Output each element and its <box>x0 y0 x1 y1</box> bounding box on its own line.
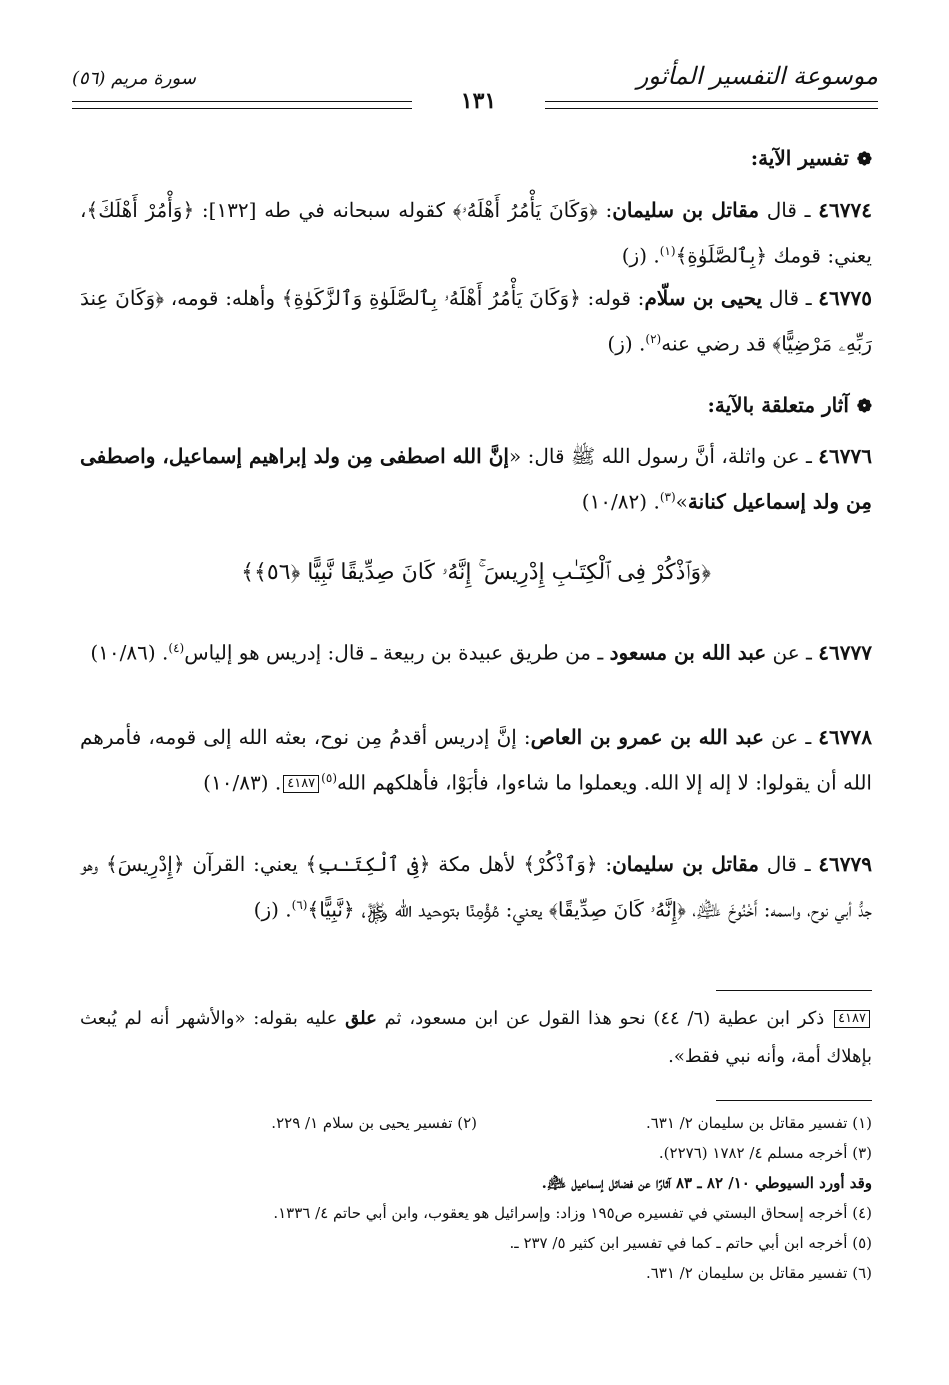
entry-reference: . (١٠/٨٢) <box>581 489 660 514</box>
entry-prefix: ـ عن واثلة، أنَّ رسول الله ﷺ قال: « <box>508 444 819 468</box>
entry-text: وهو جدُّ أبي نوح، واسمه: أَخْنُوخَ ﵇، <box>80 852 872 922</box>
commentary-note <box>80 1000 872 1076</box>
entry-number: ٤٦٧٧٩ <box>818 852 873 876</box>
footnote-1: (١) تفسير مقاتل بن سليمان ٢/ ٦٣١. <box>645 1114 872 1132</box>
entry-number: ٤٦٧٧٧ <box>818 640 872 665</box>
entry-reference: . (ز) <box>607 331 646 356</box>
entry-speaker: مقاتل بن سليمان <box>612 852 760 876</box>
quran-quote: ﴿فِى ٱلْكِتَـٰبِ﴾ <box>305 852 431 876</box>
footnote-divider <box>716 1100 872 1101</box>
entry-46777 <box>80 628 872 674</box>
entry-46776 <box>80 436 872 523</box>
entry-number: ٤٦٧٧٨ <box>818 725 872 749</box>
quran-quote: ﴿وَكَانَ يَأْمُرُ أَهْلَهُۥ بِٱلصَّلَوٰةِ وَٱلزَّكَوٰةِ﴾ <box>281 286 581 310</box>
commentary-text: عليه بقوله: «والأشهر أنه لم يُبعث بإهلاك أمة، وأنه نبي فقط». <box>80 1008 872 1067</box>
quran-quote: ﴿نَّبِيًّا﴾ <box>307 897 355 922</box>
entry-speaker: يحيى بن سلّام <box>644 286 763 310</box>
ayah-heading: ﴿وَٱذْكُرْ فِى ٱلْكِتَـٰبِ إِدْرِيسَ ۚ إِنَّهُۥ كَانَ صِدِّيقًا نَّبِيًّا ﴿٥٦﴾﴾ <box>241 560 711 585</box>
entry-text: قد رضي عنه <box>661 331 773 356</box>
header-rule-right <box>545 101 878 109</box>
footnote-3-addendum: وقد أورد السيوطي ١٠/ ٨٢ ـ ٨٣ آثارًا عن فضائل إسماعيل ﵇. <box>541 1174 872 1192</box>
commentary-bold: علق <box>345 1008 377 1029</box>
entry-number: ٤٦٧٧٤ <box>818 198 872 222</box>
footnote-2: (٢) تفسير يحيى بن سلام ١/ ٢٢٩. <box>271 1114 477 1132</box>
entry-text: يعني: القرآن <box>184 852 306 876</box>
footnote-marker: (٢) <box>645 332 662 346</box>
entry-prefix: ـ قال <box>759 852 819 876</box>
entry-reference: . (١٠/٨٣) <box>203 770 282 795</box>
entry-number: ٤٦٧٧٦ <box>818 444 873 468</box>
entry-46774 <box>80 190 872 277</box>
footnote-5: (٥) أخرجه ابن أبي حاتم ـ كما في تفسير ابن كثير ٥/ ٢٣٧ ـ. <box>509 1234 872 1252</box>
header-rule-left <box>72 101 412 109</box>
entry-speaker: مقاتل بن سليمان <box>612 198 760 222</box>
entry-text: : قوله: <box>580 286 645 310</box>
hadith-text: إنَّ الله اصطفى مِن ولد إبراهيم إسماعيل، واصطفى مِن ولد إسماعيل كنانة <box>80 444 872 514</box>
quran-quote: ﴿وَكَانَ عِندَ رَبِّهِۦ مَرْضِيًّا﴾ <box>80 286 872 356</box>
section-title: تفسير الآية: <box>750 146 849 170</box>
quran-quote: ﴿بِٱلصَّلَوٰةِ﴾ <box>675 243 768 268</box>
quran-quote: ﴿إِنَّهُۥ كَانَ صِدِّيقًا﴾ <box>549 897 686 922</box>
surah-title: سورة مريم (٥٦) <box>72 68 196 89</box>
entry-speaker: عبد الله بن مسعود <box>609 640 767 665</box>
section-heading-tafsir <box>80 146 872 170</box>
commentary-box-label: ٤١٨٧ <box>834 1010 870 1028</box>
quran-quote: ﴿وَٱذْكُرْ﴾ <box>523 852 598 876</box>
footnote-marker: (٣) <box>659 490 676 504</box>
entry-text: كقوله سبحانه في طه [١٣٢]: <box>194 198 453 222</box>
entry-text: لأهل مكة <box>430 852 524 876</box>
entry-text: : <box>597 198 613 222</box>
footnote-marker: (٥) <box>321 771 337 785</box>
section-heading-athar <box>80 393 872 417</box>
entry-reference: . (ز) <box>253 897 292 922</box>
entry-prefix: ـ قال <box>759 198 819 222</box>
flower-ornament-icon: ❁ <box>856 396 872 417</box>
footnote-marker: (٦) <box>291 898 308 912</box>
entry-reference: . (١٠/٨٦) <box>90 640 169 665</box>
footnote-3: (٣) أخرجه مسلم ٤/ ١٧٨٢ (٢٢٧٦). <box>658 1144 872 1162</box>
entry-number: ٤٦٧٧٥ <box>818 286 872 310</box>
entry-46779 <box>80 844 872 931</box>
commentary-divider <box>716 990 872 991</box>
footnote-marker: (١) <box>659 244 676 258</box>
entry-text: : <box>597 852 613 876</box>
entry-text: يعني: مُؤْمِنًا بتوحيد الله ﷿، <box>354 897 550 922</box>
flower-ornament-icon: ❁ <box>856 149 872 170</box>
entry-reference: . (ز) <box>621 243 660 268</box>
footnote-6: (٦) تفسير مقاتل بن سليمان ٢/ ٦٣١. <box>645 1264 872 1282</box>
entry-text: ، يعني: قومك <box>80 198 872 268</box>
entry-text: ـ من طريق عبيدة بن ربيعة ـ قال: إدريس هو إلياس <box>184 640 610 665</box>
commentary-box-marker: ٤١٨٧ <box>283 775 319 793</box>
entry-text: » <box>675 489 688 514</box>
quran-quote: ﴿إِدْرِيسَ﴾ <box>105 852 185 876</box>
entry-text: وأهله: قومه، <box>164 286 282 310</box>
entry-46778 <box>80 717 872 804</box>
entry-text: : إنَّ إدريس أقدمُ مِن نوح، بعثه الله إلى قومه، فأمرهم الله أن يقولوا: لا إله إلا الله. ويعملوا ما شاءوا، فأبَوْا، فأهلكهم الله <box>80 725 872 795</box>
entry-prefix: ـ عن <box>766 640 819 665</box>
footnote-4: (٤) أخرجه إسحاق البستي في تفسيره ص١٩٥ وزاد: وإسرائيل هو يعقوب، وابن أبي حاتم ٤/ ١٣٣٦. <box>273 1204 872 1222</box>
section-title: آثار متعلقة بالآية: <box>707 393 849 417</box>
book-title: موسوعة التفسير المأثور <box>636 62 878 90</box>
entry-prefix: ـ قال <box>762 286 819 310</box>
quran-quote: ﴿وَكَانَ يَأْمُرُ أَهْلَهُۥ﴾ <box>452 198 598 222</box>
footnote-marker: (٤) <box>168 641 185 655</box>
commentary-text: ذكر ابن عطية (٦/ ٤٤) نحو هذا القول عن ابن مسعود، ثم <box>376 1008 833 1029</box>
entry-46775 <box>80 278 872 365</box>
entry-prefix: ـ عن <box>763 725 819 749</box>
footnote-row <box>80 1108 872 1138</box>
entry-speaker: عبد الله بن عمرو بن العاص <box>530 725 764 749</box>
footnotes <box>80 1108 872 1288</box>
page-number: ١٣١ <box>460 88 497 114</box>
quran-quote: ﴿وَأْمُرْ أَهْلَكَ﴾ <box>86 198 195 222</box>
